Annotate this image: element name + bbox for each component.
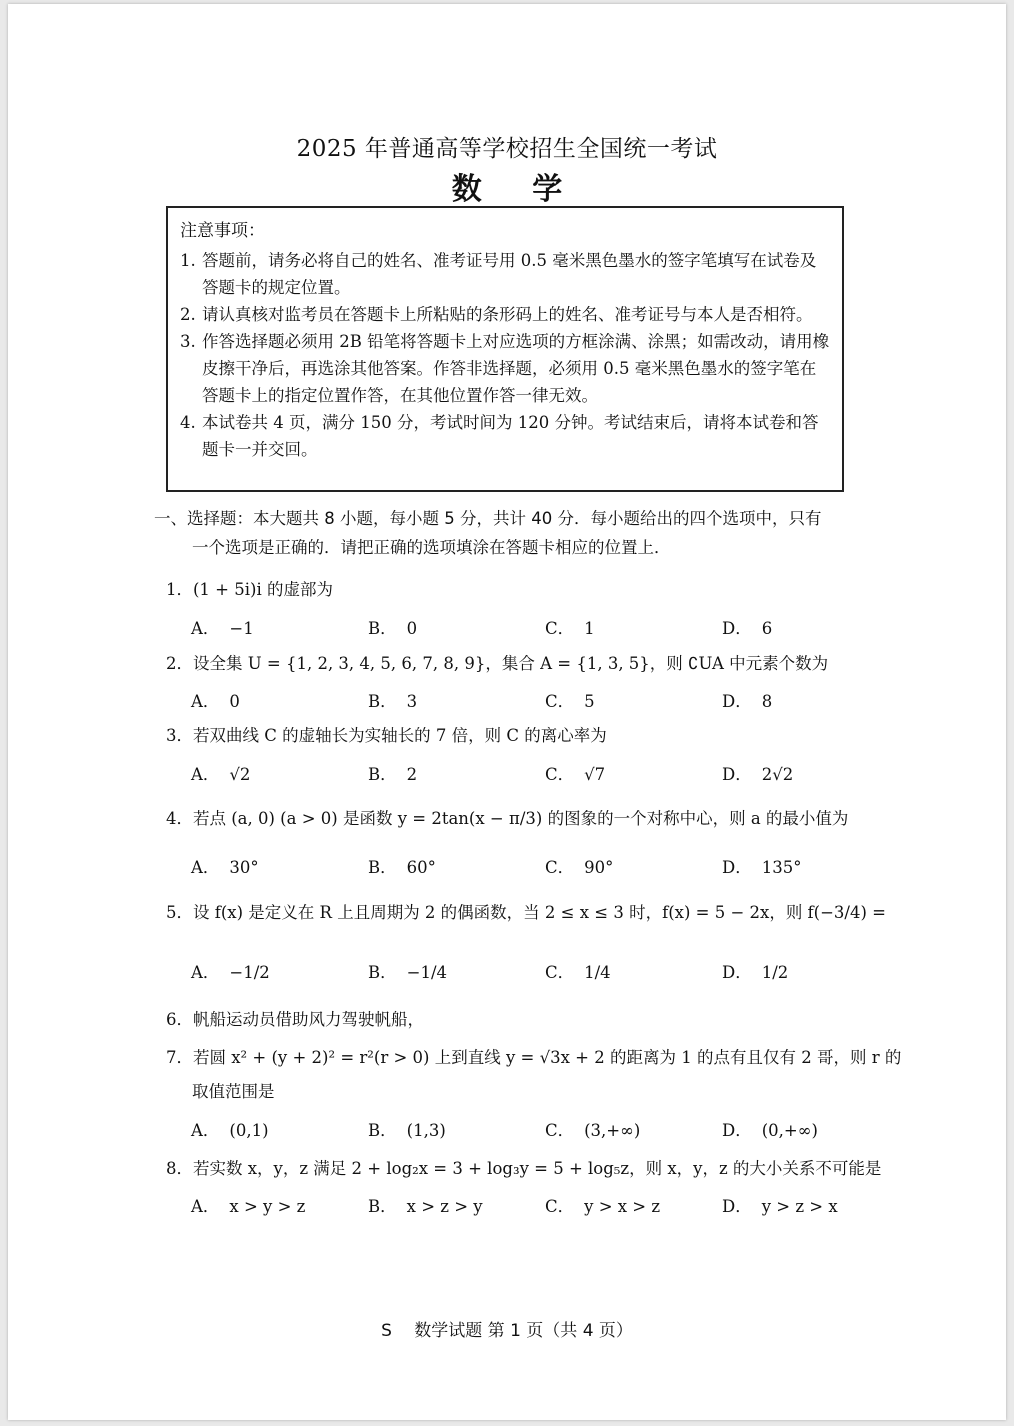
option-value: −1/4 <box>406 963 448 982</box>
option-label: C． <box>545 1121 575 1140</box>
question-stem: 4．若点 (a, 0) (a > 0) 是函数 y = 2tan(x − π/3) 的图象的一个对称中心，则 a 的最小值为 <box>166 809 849 828</box>
option-label: C． <box>545 619 575 638</box>
option-c <box>545 854 613 878</box>
option-label: C． <box>545 858 575 877</box>
option-value: 3 <box>406 692 418 711</box>
option-value: √2 <box>229 765 251 784</box>
question-1 <box>166 576 872 600</box>
option-c <box>545 1193 660 1217</box>
question-4 <box>166 805 872 829</box>
option-value: 5 <box>584 692 595 711</box>
notice-box <box>166 206 844 492</box>
page-footer: S 数学试题 第 1 页（共 4 页） <box>381 1321 633 1341</box>
option-label: C． <box>545 765 575 784</box>
exam-page <box>8 4 1006 1420</box>
option-value: 8 <box>761 692 773 711</box>
notice-item-number: 1. <box>180 251 196 270</box>
option-label: B． <box>368 858 397 877</box>
option-value: 2√2 <box>761 765 794 784</box>
option-d <box>722 1117 818 1141</box>
option-value: (1,3) <box>406 1121 446 1140</box>
option-label: B． <box>368 692 397 711</box>
option-b <box>368 615 417 639</box>
notice-item <box>180 247 830 301</box>
option-value: √7 <box>584 765 606 784</box>
option-a <box>191 1117 269 1141</box>
question-stem-continued: 取值范围是 <box>192 1082 275 1101</box>
notice-item-text: 请认真核对监考员在答题卡上所粘贴的条形码上的姓名、准考证号与本人是否相符。 <box>202 305 813 324</box>
option-label: A． <box>191 1197 220 1216</box>
option-c <box>545 615 595 639</box>
question-stem: 6．帆船运动员借助风力驾驶帆船， <box>166 1010 424 1029</box>
option-label: D． <box>722 858 752 877</box>
notice-item-number: 4. <box>180 413 196 432</box>
option-label: C． <box>545 1197 575 1216</box>
option-label: D． <box>722 963 752 982</box>
question-2 <box>166 650 872 674</box>
option-d <box>722 1193 838 1217</box>
option-label: D． <box>722 1121 752 1140</box>
subject-title: 数 学 <box>451 172 563 207</box>
option-d <box>722 959 788 983</box>
option-a <box>191 761 250 785</box>
option-value: y > x > z <box>584 1197 661 1216</box>
option-a <box>191 688 240 712</box>
option-label: B． <box>368 1197 397 1216</box>
exam-title: 2025 年普通高等学校招生全国统一考试 <box>296 136 718 162</box>
option-value: 135° <box>761 858 802 877</box>
option-label: A． <box>191 1121 220 1140</box>
option-value: (0,1) <box>229 1121 269 1140</box>
option-a <box>191 959 270 983</box>
question-3 <box>166 722 872 746</box>
option-b <box>368 1117 446 1141</box>
question-stem: 7．若圆 x² + (y + 2)² = r²(r > 0) 上到直线 y = √3x + 2 的距离为 1 的点有且仅有 2 哥，则 r 的 <box>166 1048 902 1067</box>
question-6 <box>166 1006 872 1030</box>
option-value: 1 <box>584 619 595 638</box>
option-c <box>545 688 595 712</box>
option-c <box>545 761 605 785</box>
question-stem: 2．设全集 U = {1, 2, 3, 4, 5, 6, 7, 8, 9}，集合 A = {1, 3, 5}，则 ∁UA 中元素个数为 <box>166 654 829 673</box>
option-label: B． <box>368 619 397 638</box>
option-d <box>722 761 793 785</box>
option-label: D． <box>722 1197 752 1216</box>
option-label: D． <box>722 692 752 711</box>
option-label: B． <box>368 1121 397 1140</box>
notice-item <box>180 301 830 328</box>
question-stem: 5．设 f(x) 是定义在 R 上且周期为 2 的偶函数，当 2 ≤ x ≤ 3 时，f(x) = 5 − 2x，则 f(−3/4) = <box>166 903 886 922</box>
option-b <box>368 854 436 878</box>
section-heading-line: 一个选项是正确的．请把正确的选项填涂在答题卡相应的位置上． <box>192 538 671 557</box>
question-7 <box>166 1044 902 1102</box>
option-d <box>722 615 772 639</box>
option-label: A． <box>191 963 220 982</box>
question-8 <box>166 1155 882 1179</box>
option-label: D． <box>722 619 752 638</box>
option-value: 2 <box>406 765 418 784</box>
option-a <box>191 1193 305 1217</box>
option-value: 1/2 <box>761 963 789 982</box>
notice-item-text: 作答选择题必须用 2B 铅笔将答题卡上对应选项的方框涂满、涂黑；如需改动，请用橡皮擦干净后，再选涂其他答案。作答非选择题，必须用 0.5 毫米黑色墨水的签字笔在答题卡上的指定位置作答，在其他位置作答一律无效。 <box>202 332 830 405</box>
notice-item <box>180 409 830 463</box>
question-5 <box>166 899 886 923</box>
option-d <box>722 688 772 712</box>
notice-title: 注意事项： <box>180 221 265 241</box>
section-heading-line: 一、选择题：本大题共 8 小题，每小题 5 分，共计 40 分．每小题给出的四个选项中，只有 <box>154 509 822 528</box>
notice-item-number: 2. <box>180 305 196 324</box>
option-b <box>368 1193 483 1217</box>
notice-item-text: 答题前，请务必将自己的姓名、准考证号用 0.5 毫米黑色墨水的签字笔填写在试卷及答题卡的规定位置。 <box>202 251 817 297</box>
question-stem: 8．若实数 x，y，z 满足 2 + log₂x = 3 + log₃y = 5 + log₅z，则 x，y，z 的大小关系不可能是 <box>166 1159 882 1178</box>
option-label: B． <box>368 963 397 982</box>
option-label: D． <box>722 765 752 784</box>
option-value: 1/4 <box>584 963 611 982</box>
option-value: −1/2 <box>229 963 270 982</box>
section-heading <box>154 504 866 562</box>
notice-item-number: 3. <box>180 332 196 351</box>
option-value: 90° <box>584 858 614 877</box>
option-value: 60° <box>406 858 436 877</box>
option-b <box>368 959 447 983</box>
notice-item-text: 本试卷共 4 页，满分 150 分，考试时间为 120 分钟。考试结束后，请将本试卷和答题卡一并交回。 <box>202 413 819 459</box>
notice-item <box>180 328 830 409</box>
option-value: (3,+∞) <box>584 1121 641 1140</box>
option-c <box>545 1117 640 1141</box>
question-stem: 1．(1 + 5i)i 的虚部为 <box>166 580 333 599</box>
option-label: A． <box>191 765 220 784</box>
option-value: (0,+∞) <box>761 1121 818 1140</box>
option-value: −1 <box>229 619 254 638</box>
option-label: C． <box>545 963 575 982</box>
option-b <box>368 761 417 785</box>
option-label: A． <box>191 619 220 638</box>
option-c <box>545 959 611 983</box>
option-b <box>368 688 417 712</box>
option-label: A． <box>191 858 220 877</box>
option-value: 0 <box>229 692 240 711</box>
option-value: 6 <box>761 619 773 638</box>
option-value: y > z > x <box>761 1197 838 1216</box>
option-label: A． <box>191 692 220 711</box>
option-value: x > z > y <box>406 1197 483 1216</box>
option-label: B． <box>368 765 397 784</box>
option-value: x > y > z <box>229 1197 306 1216</box>
option-d <box>722 854 801 878</box>
option-value: 30° <box>229 858 259 877</box>
option-label: C． <box>545 692 575 711</box>
option-value: 0 <box>406 619 418 638</box>
option-a <box>191 854 259 878</box>
option-a <box>191 615 254 639</box>
question-stem: 3．若双曲线 C 的虚轴长为实轴长的 7 倍，则 C 的离心率为 <box>166 726 607 745</box>
